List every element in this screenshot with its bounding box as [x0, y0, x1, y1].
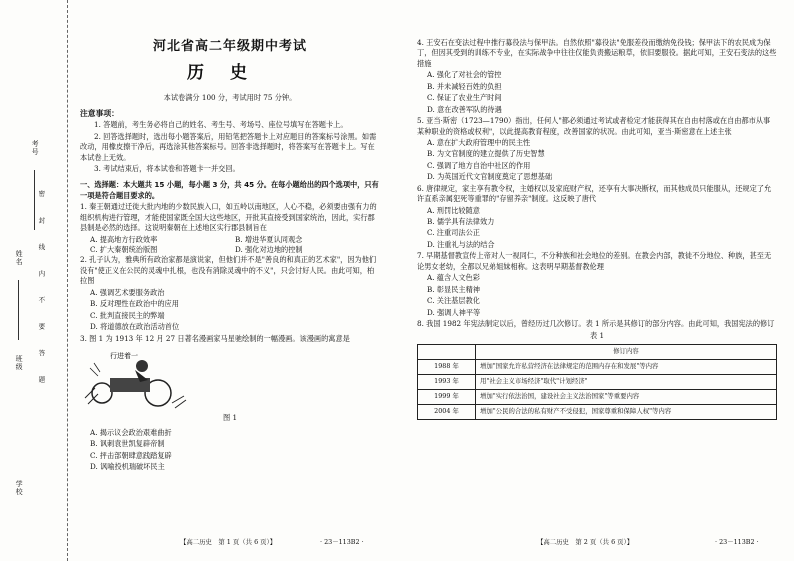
option: B. 彰显民主精神 — [427, 284, 480, 294]
option: D. 为英国近代文官制度奠定了思想基础 — [427, 172, 553, 182]
option-row — [80, 235, 380, 245]
option: A. 意在扩大政府管理中的民主性 — [427, 137, 531, 147]
score-note: 本试卷满分 100 分，考试用时 75 分钟。 — [163, 93, 297, 103]
school-label: 学校 — [15, 480, 24, 496]
option: D. 注重礼与法的结合 — [427, 239, 495, 249]
note-item: 1. 答题前，考生务必将自己的姓名、考生号、考场号、座位号填写在答题卡上。 — [94, 120, 348, 130]
option: C. 强调了地方自治中社区的作用 — [427, 160, 531, 170]
constitution-table — [417, 344, 777, 420]
subject-title: 历史 — [187, 62, 273, 83]
option: C. 关注基层教化 — [427, 296, 480, 306]
option: D. 将道德放在政治活动首位 — [90, 322, 180, 332]
table-cell-content: 用"社会主义市场经济"取代"计划经济" — [476, 374, 777, 389]
class-label: 班级 — [15, 355, 24, 371]
option: B. 讽刺袁世凯复辟帝制 — [90, 439, 165, 449]
option: A. 提高地方行政效率 — [90, 234, 158, 244]
question-stem: 1. 秦王朝通过迁徙大批内地的少数民族入口，如五岭以南地区，人心不稳，必须要由强有力的组织机构进行管理，才能使国家既全国大这些地区，开批其直接受到国家统治，因此，实行郡县制是必然的选择。这说明秦朝在上述地区实行郡县制旨在 — [80, 202, 377, 233]
table-cell-content: 增加"实行依法治国，建设社会主义法治国家"等重要内容 — [476, 389, 777, 404]
page-footer: 【高二历史 第 2 页（共 6 页）】 — [537, 537, 634, 546]
question-stem: 5. 亚当·斯密（1723—1790）指出，任何人"都必须通过考试或者检定才能获得其在自由村落或在自由都市从事某种职业的资格或权利"，以此提高教育程度，改善国家的状况。由此可知，亚当·斯密意在上述主张 — [417, 116, 771, 136]
option-row — [80, 245, 380, 255]
cartoon-text: 行进着一 — [110, 351, 138, 360]
option: B. 增进华夏认同观念 — [235, 234, 303, 244]
option: D. 强化对边地的控制 — [235, 245, 303, 255]
option: A. 蕴含人文色彩 — [427, 273, 480, 283]
table-cell-content: 增加"公民的合法的私有财产不受侵犯，国家尊重和保障人权"等内容 — [476, 404, 777, 419]
table-cell-content: 增加"国家允许私营经济在法律规定的范围内存在和发展"等内容 — [476, 359, 777, 374]
option: C. 保证了农业生产时间 — [427, 93, 502, 103]
table-header-year — [418, 344, 476, 359]
option: D. 强调人神平等 — [427, 307, 481, 317]
table-cell-year: 2004 年 — [418, 404, 476, 419]
table-cell-year: 1988 年 — [418, 359, 476, 374]
option: B. 儒学具有法律效力 — [427, 217, 495, 226]
question-stem: 8. 我国 1982 年宪法制定以后，曾经历过几次修订。表 1 所示是其修订的部分内容。由此可知，我国宪法的修订 — [417, 318, 775, 328]
option: B. 反对理性在政治中的应用 — [90, 299, 179, 309]
doc-code: · 23－113B2 · — [320, 537, 364, 546]
left-content — [80, 38, 380, 474]
table-row — [418, 389, 777, 404]
exam-no-label: 考号 — [31, 140, 40, 156]
option: A. 强化了对社会的管控 — [427, 70, 502, 80]
name-label: 姓名 — [15, 250, 24, 266]
table-cell-year: 1993 年 — [418, 374, 476, 389]
option: C. 批判直接民主的弊端 — [90, 310, 165, 320]
table-header-content: 修订内容 — [476, 344, 777, 359]
section-heading: 一、选择题：本大题共 15 小题，每小题 3 分，共 45 分。在每小题给出的四个选项中，只有一项是符合题目要求的。 — [80, 180, 379, 200]
option: C. 抨击部朝肆意践踏复辟 — [90, 450, 172, 460]
question-stem: 3. 图 1 为 1913 年 12 月 27 日著名漫画家马星驰绘制的一幅漫画。该漫画的寓意是 — [80, 333, 350, 343]
table-row — [418, 359, 777, 374]
notes-heading: 注意事项： — [80, 108, 119, 118]
question-stem: 4. 王安石在变法过程中推行募役法与保甲法。自然依照"募役法"免服差役而缴纳免役钱；保甲法下的农民成为保丁，但因其受到的训练不专业，在实际战争中往往仅能负责搬运粮草，依旧要服役。据此可知，王安石变法的这些措施 — [417, 38, 777, 68]
binding-margin — [0, 0, 68, 561]
table-cell-year: 1999 年 — [418, 389, 476, 404]
exam-no-line — [34, 170, 35, 230]
table-row — [418, 404, 777, 419]
option: A. 刑罚比较随意 — [427, 205, 480, 215]
option: D. 意在改善军队的待遇 — [427, 104, 502, 114]
option: D. 讽喻投机瑞破坏民主 — [90, 462, 165, 472]
right-page — [397, 0, 794, 561]
cartoon-image — [80, 348, 190, 410]
doc-code: · 23－113B2 · — [715, 537, 759, 546]
table-row — [418, 374, 777, 389]
option: A. 强调艺术要服务政治 — [90, 287, 165, 297]
seal-line-text: 密 封 线 内 不 要 答 题 — [37, 190, 46, 392]
exam-title: 河北省高二年级期中考试 — [152, 39, 307, 54]
right-content — [417, 38, 777, 420]
table-header-row — [418, 344, 777, 359]
note-item: 3. 考试结束后，将本试卷和答题卡一并交回。 — [94, 163, 240, 173]
note-item: 2. 回答选择题时，选出每小题答案后，用铅笔把答题卡上对应题目的答案标号涂黑。如需改动，用橡皮擦干净后，再选涂其他答案标号。回答非选择题时，将答案写在答题卡上。写在本试卷上无效。 — [80, 131, 377, 162]
name-line — [18, 280, 19, 340]
option: B. 并未减轻百姓的负担 — [427, 81, 502, 91]
option: B. 为文官制度的建立提供了历史智慧 — [427, 149, 545, 159]
option: C. 扩大秦朝统治版图 — [90, 245, 158, 255]
option: A. 揭示议会政治艰难曲折 — [90, 427, 172, 437]
page-footer: 【高二历史 第 1 页（共 6 页）】 — [180, 537, 277, 546]
figure-caption: 图 1 — [222, 413, 238, 423]
option: C. 注重司法公正 — [427, 228, 480, 238]
question-stem: 2. 孔子认为，雅典所有政治家都是演说家，但他们并不是"善良的和真正的艺术家"，因为他们没有"使正义在公民的灵魂中扎根，也没有消除灵魂中的不义"，只会讨好人民。由此可知，柏拉图 — [80, 255, 377, 286]
table-caption: 表 1 — [589, 331, 605, 341]
question-stem: 7. 早期基督教宣传上帝对人一视同仁，不分种族和社会地位的差别。在教会内部，教徒不分地位、种族，甚至无论男女老幼，全都以兄弟姐妹相称。这表明早期基督教伦理 — [417, 251, 772, 271]
question-stem: 6. 唐律规定，家主享有教令权，主婚权以及家庭财产权，还享有大事决断权，而其他成员只能服从，还规定了允许直系亲属犯死等重罪的"存留养亲"制度。这反映了唐代 — [417, 183, 772, 204]
